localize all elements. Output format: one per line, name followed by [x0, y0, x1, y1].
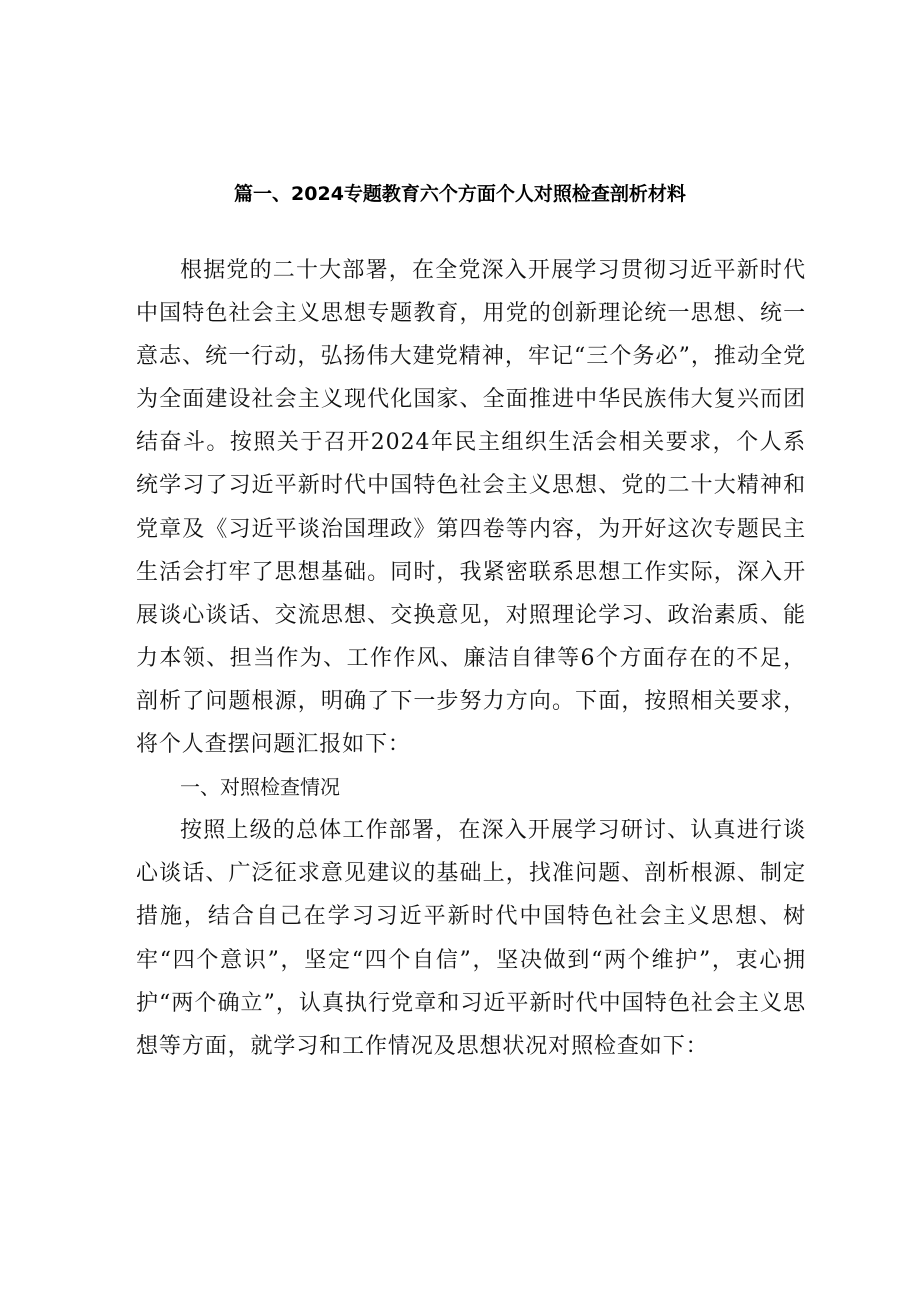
section-paragraph: 按照上级的总体工作部署，在深入开展学习研讨、认真进行谈心谈话、广泛征求意见建议的基础上，找准问题、剖析根源、制定措施，结合自己在学习习近平新时代中国特色社会主义思想、树牢“四个意识”，坚定“四个自信”，坚决做到“两个维护”，衷心拥护“两个确立”，认真执行党章和习近平新时代中国特色社会主义思想等方面，就学习和工作情况及思想状况对照检查如下： [136, 818, 806, 1059]
intro-paragraph: 根据党的二十大部署，在全党深入开展学习贯彻习近平新时代中国特色社会主义思想专题教育，用党的创新理论统一思想、统一意志、统一行动，弘扬伟大建党精神，牢记“三个务必”，推动全党为全面建设社会主义现代化国家、全面推进中华民族伟大复兴而团结奋斗。按照关于召开2024年民主组织生活会相关要求，个人系统学习了习近平新时代中国特色社会主义思想、党的二十大精神和党章及《习近平谈治国理政》第四卷等内容，为开好这次专题民主生活会打牢了思想基础。同时，我紧密联系思想工作实际，深入开展谈心谈话、交流思想、交换意见，对照理论学习、政治素质、能力本领、担当作为、工作作风、廉洁自律等6个方面存在的不足，剖析了问题根源，明确了下一步努力方向。下面，按照相关要求，将个人查摆问题汇报如下： [136, 258, 806, 758]
document-body [136, 249, 806, 1068]
section-heading: 一、对照检查情况 [180, 775, 340, 800]
document-title: 篇一、2024专题教育六个方面个人对照检查剖析材料 [234, 183, 686, 205]
